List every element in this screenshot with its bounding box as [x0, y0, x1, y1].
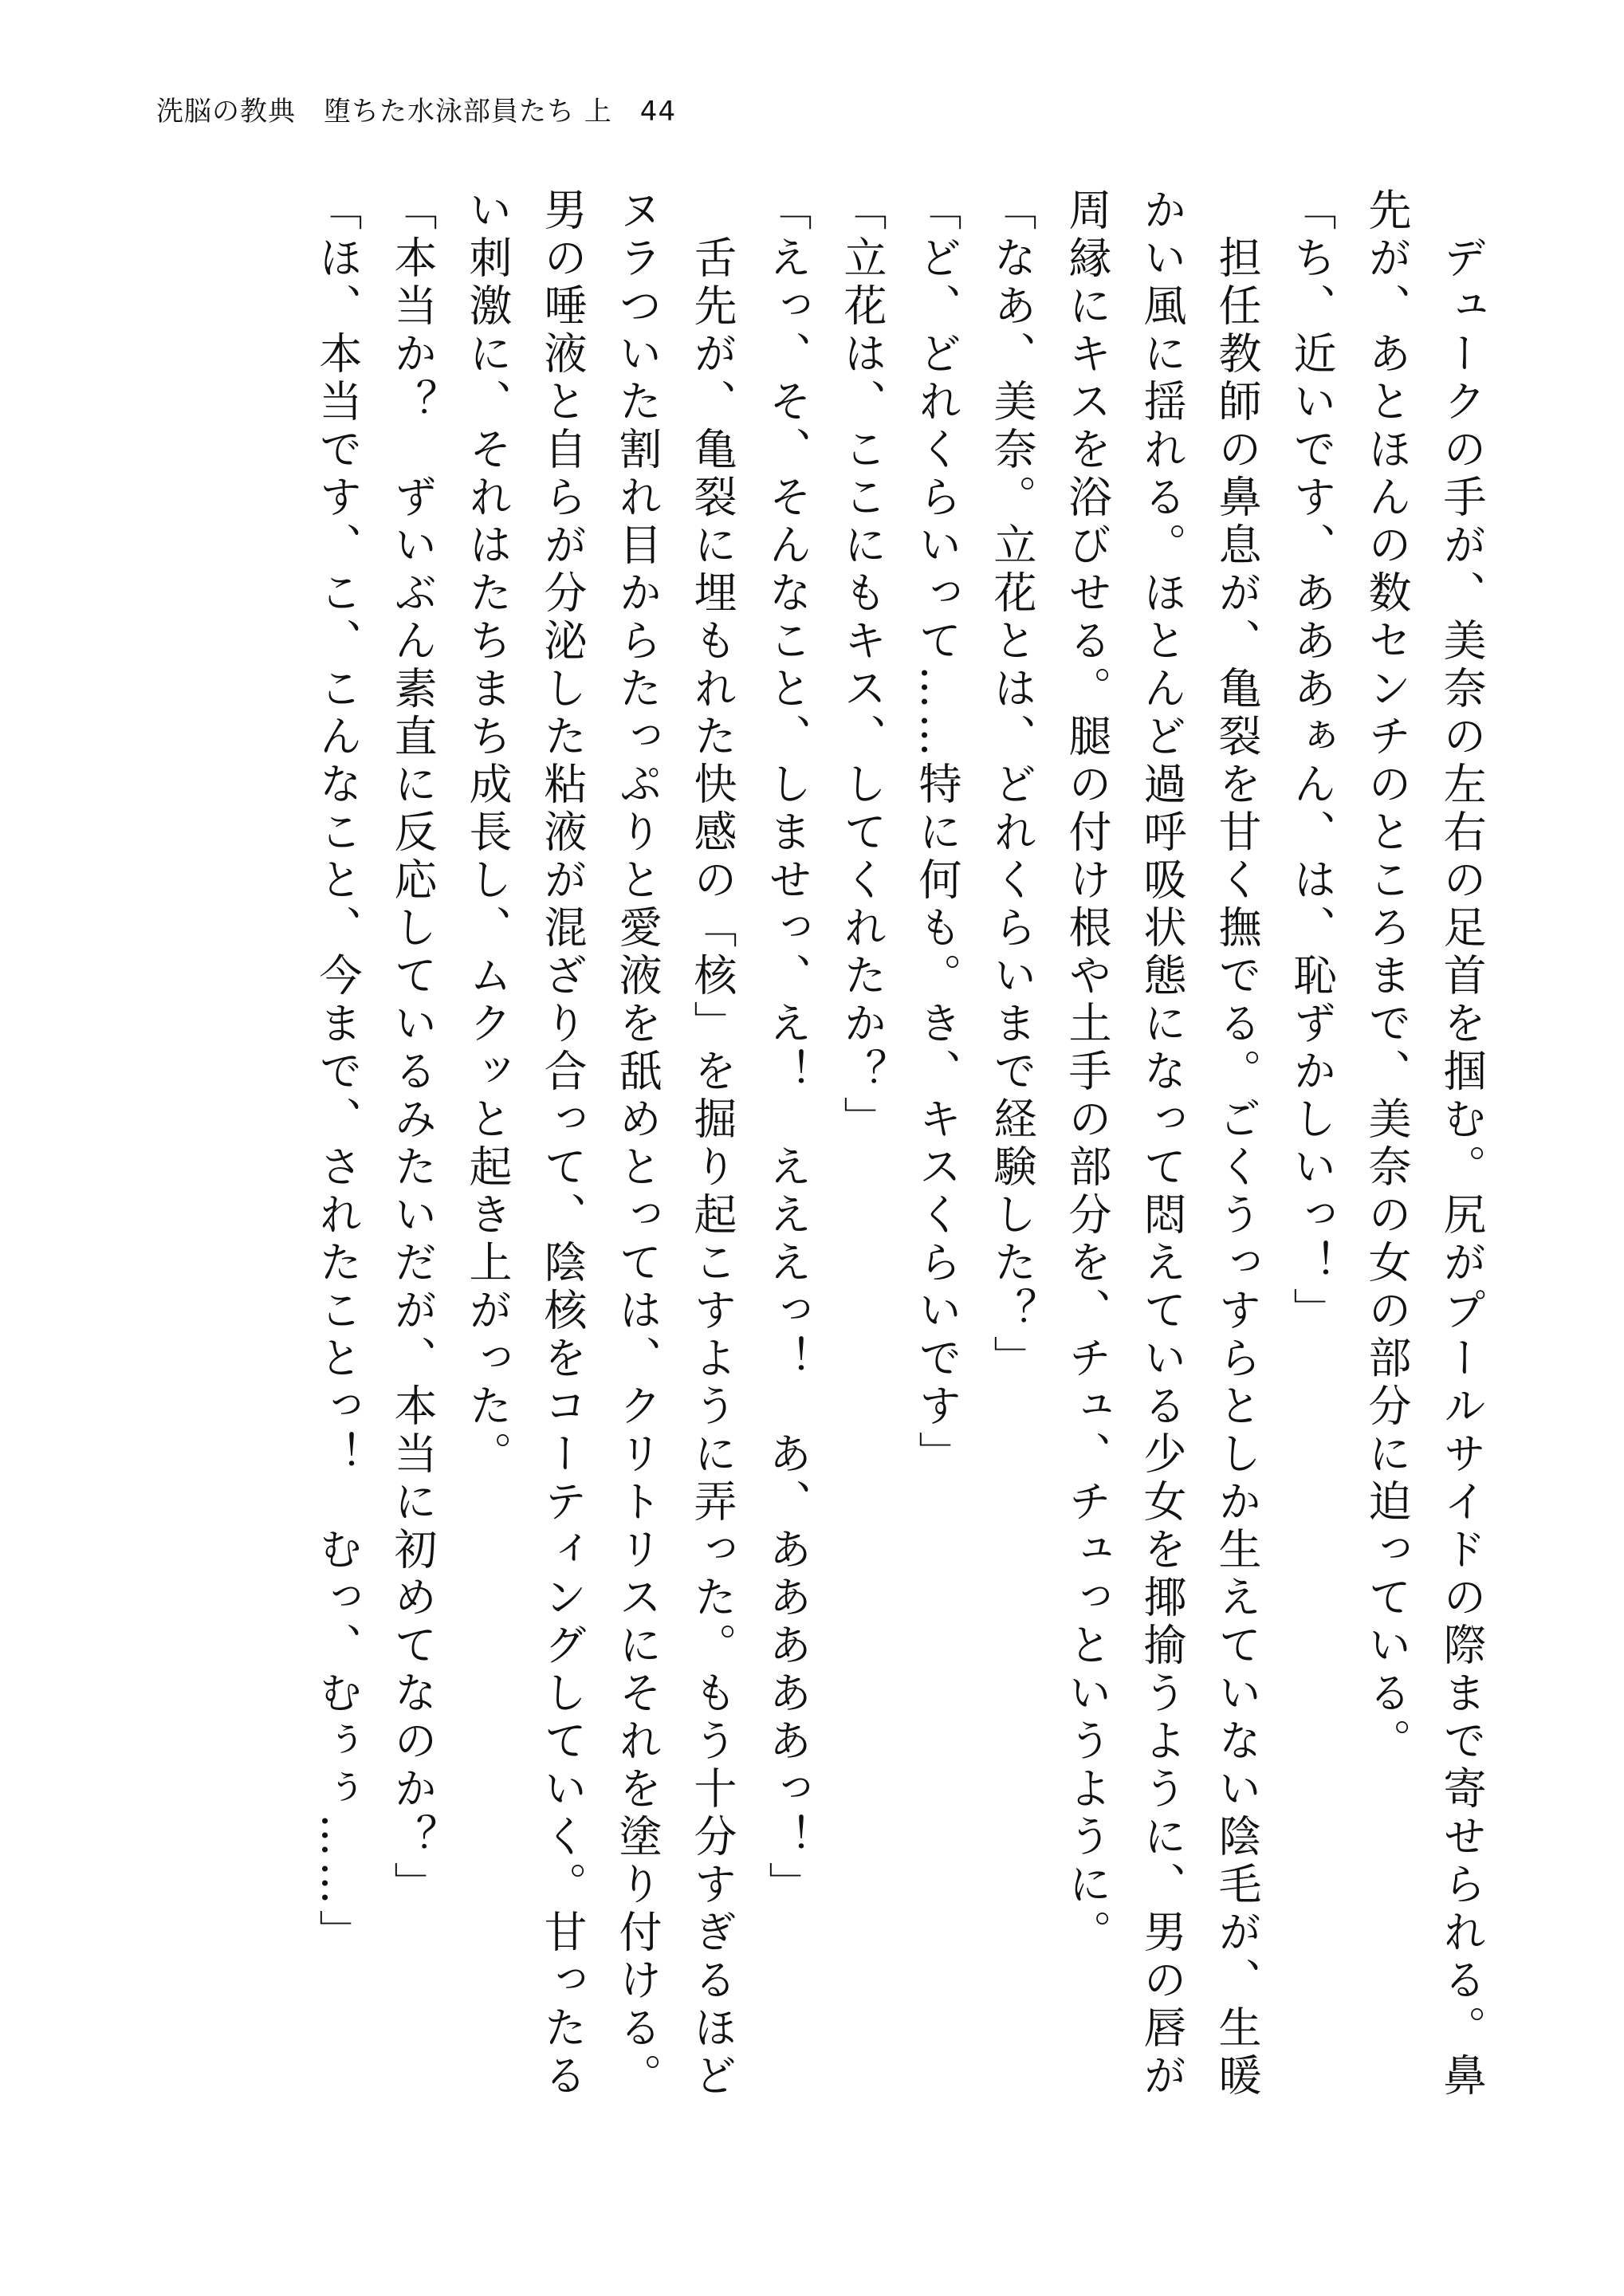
vertical-text-block [128, 187, 1499, 2133]
text-line: 「えっ、そ、そんなこと、しませっ、え！ えええっ！ あ、あああああっ！」 [762, 187, 812, 1909]
text-line: 「立花は、ここにもキス、してくれたか？」 [837, 187, 887, 1144]
text-line: い刺激に、それはたちまち成長し、ムクッと起き上がった。 [462, 187, 513, 1479]
text-line: 「ち、近いです、あああぁん、は、恥ずかしいっ！」 [1287, 187, 1337, 1335]
text-line: 先が、あとほんの数センチのところまで、美奈の女の部分に迫っている。 [1362, 187, 1412, 1766]
page-header: 洗脳の教典 堕ちた水泳部員たち 上 44 [156, 96, 677, 128]
text-line: 「ほ、本当です、こ、こんなこと、今まで、されたことっ！ むっ、むぅぅ……」 [313, 187, 363, 1957]
text-line: 「本当か？ ずいぶん素直に反応しているみたいだが、本当に初めてなのか？」 [387, 187, 438, 1909]
text-line: デュークの手が、美奈の左右の足首を掴む。尻がプールサイドの際まで寄せられる。鼻 [1437, 187, 1487, 2101]
text-line: かい風に揺れる。ほとんど過呼吸状態になって悶えている少女を揶揄うように、男の唇が [1137, 187, 1187, 2101]
text-line: 舌先が、亀裂に埋もれた快感の「核」を掘り起こすように弄った。もう十分すぎるほど [687, 187, 737, 2101]
text-line: ヌラついた割れ目からたっぷりと愛液を舐めとっては、クリトリスにそれを塗り付ける。 [612, 187, 663, 2101]
text-line: 周縁にキスを浴びせる。腿の付け根や土手の部分を、チュ、チュっというように。 [1062, 187, 1112, 1957]
text-line: 「なあ、美奈。立花とは、どれくらいまで経験した？」 [987, 187, 1037, 1383]
text-line: 担任教師の鼻息が、亀裂を甘く撫でる。ごくうっすらとしか生えていない陰毛が、生暖 [1212, 187, 1262, 2101]
text-lines [128, 187, 1499, 2133]
text-line: 男の唾液と自らが分泌した粘液が混ざり合って、陰核をコーティングしていく。甘ったる [537, 187, 588, 2101]
text-line: 「ど、どれくらいって……特に何も。き、キスくらいです」 [912, 187, 962, 1479]
